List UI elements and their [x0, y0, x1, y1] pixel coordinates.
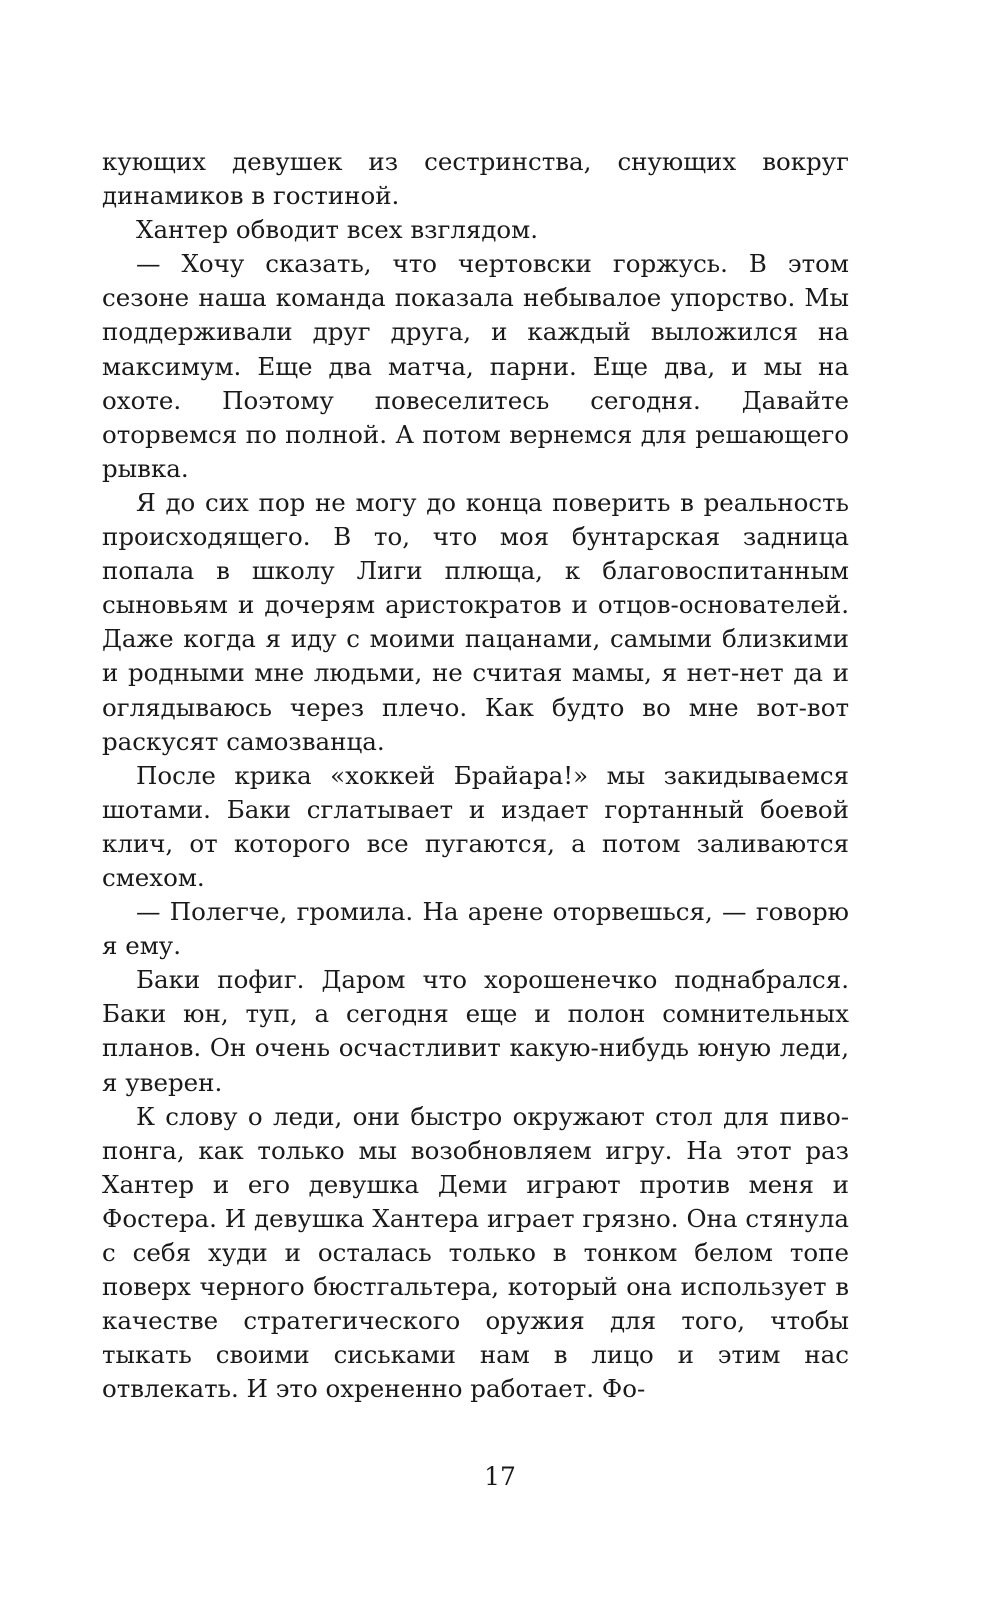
paragraph: кующих девушек из сестринства, снующих вокруг динамиков в гостиной.: [102, 147, 849, 211]
paragraph: — Хочу сказать, что чертовски горжусь. В этом сезоне наша команда показала небывалое упорство. Мы поддерживали друг друга, и каждый выложился на максимум. Еще два матча, парни. Еще два, и мы на охоте. Поэтому повеселитесь сегодня. Давайте оторвемся по полной. А потом вернемся для решающего рывка.: [102, 249, 849, 483]
paragraph: Я до сих пор не могу до конца поверить в реальность происходящего. В то, что моя бунтарская задница попала в школу Лиги плюща, к благовоспитанным сыновьям и дочерям аристократов и отцов-основателей. Даже когда я иду с моими пацанами, самыми близкими и родными мне людьми, не считая мамы, я нет-нет да и оглядываюсь через плечо. Как будто во мне вот-вот раскусят самозванца.: [102, 487, 849, 756]
paragraph: Хантер обводит всех взглядом.: [136, 215, 539, 245]
body-text: [102, 145, 849, 1406]
paragraph: — Полегче, громила. На арене оторвешься, — говорю я ему.: [102, 897, 849, 961]
paragraph: Баки пофиг. Даром что хорошенечко поднабрался. Баки юн, туп, а сегодня еще и полон сомнительных планов. Он очень осчастливит какую-нибудь юную леди, я уверен.: [102, 965, 849, 1097]
page-number: 17: [484, 1462, 516, 1491]
paragraph: К слову о леди, они быстро окружают стол для пиво-понга, как только мы возобновляем игру. На этот раз Хантер и его девушка Деми играют против меня и Фостера. И девушка Хантера играет грязно. Она стянула с себя худи и осталась только в тонком белом топе поверх черного бюстгальтера, который она использует в качестве стратегического оружия для того, чтобы тыкать своими сиськами нам в лицо и этим нас отвлекать. И это охрененно работает. Фо-: [102, 1101, 849, 1404]
paragraph: После крика «хоккей Брайара!» мы закидываемся шотами. Баки сглатывает и издает гортанный боевой клич, от которого все пугаются, а потом заливаются смехом.: [102, 760, 849, 892]
